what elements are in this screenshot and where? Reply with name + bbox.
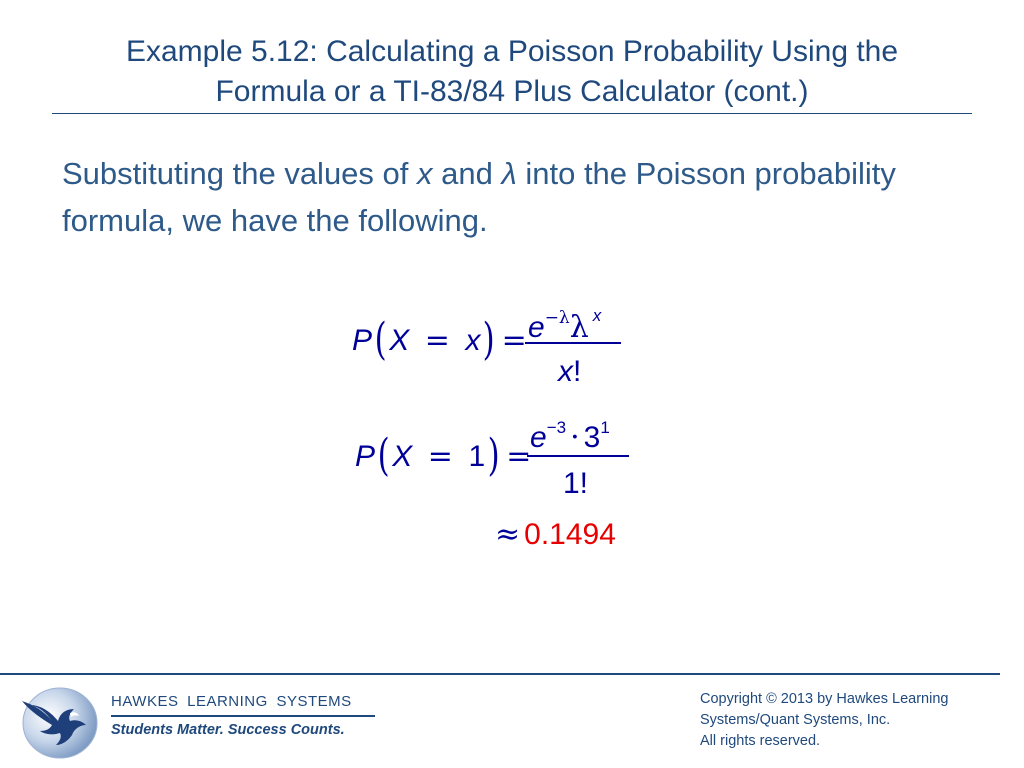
eq1-den-bang: ! [573, 355, 582, 388]
result-line [495, 514, 616, 556]
eq2-X: X [392, 440, 413, 473]
eq2-fraction-bar [527, 455, 629, 457]
eq2-base-exponent: 1 [600, 418, 610, 437]
copyright-line-1: Copyright © 2013 by Hawkes Learning [700, 691, 949, 707]
eq2-dot: · [570, 420, 580, 455]
body-text-part-1: Substituting the values of [62, 156, 418, 191]
slide-title [40, 32, 984, 112]
eq2-left-side [355, 430, 532, 481]
eq1-den-x: x [558, 355, 573, 388]
body-variable-x: x [417, 156, 433, 191]
eq1-denominator [558, 352, 581, 392]
result-value: 0.1494 [524, 518, 616, 551]
eq2-close-paren: ) [487, 430, 500, 481]
brand-underline [111, 715, 375, 717]
eq1-e-exponent: −λ [544, 308, 570, 328]
eq2-base: 3 [583, 421, 601, 454]
eq2-numerator [530, 408, 610, 458]
eq1-lambda: λ [569, 310, 589, 345]
eq1-e: e [528, 311, 545, 344]
body-text-part-2: and [432, 156, 502, 191]
eq2-open-paren: ( [377, 430, 390, 481]
footer-divider [0, 673, 1000, 675]
copyright-notice [700, 689, 1010, 752]
brand-tagline: Students Matter. Success Counts. [111, 722, 345, 738]
body-text-part-3: into the Poisson probability formula, we have the following. [62, 156, 896, 238]
eq2-equals: = [506, 439, 532, 474]
eq1-open-paren: ( [374, 314, 387, 365]
eq1-x: x [465, 324, 481, 357]
eq1-equals: = [501, 323, 527, 358]
eq2-equals-inner: = [427, 439, 453, 474]
title-line-1: Example 5.12: Calculating a Poisson Probability Using the [125, 35, 899, 68]
eq2-den: 1! [563, 467, 589, 500]
eq2-e: e [530, 421, 547, 454]
brand-name: HAWKES LEARNING SYSTEMS [111, 693, 352, 710]
eq1-lambda-exponent: x [592, 306, 602, 325]
eq1-equals-inner: = [424, 323, 450, 358]
eq2-e-exponent: −3 [546, 418, 567, 437]
title-line-2: Formula or a TI-83/84 Plus Calculator (cont.) [215, 75, 809, 108]
approx-symbol: ≈ [495, 517, 521, 552]
body-variable-lambda: λ [501, 156, 517, 191]
body-paragraph [62, 150, 942, 244]
eq1-fraction-bar [525, 342, 621, 344]
eq1-P: P [352, 324, 373, 357]
title-divider [52, 113, 972, 114]
copyright-line-2: Systems/Quant Systems, Inc. [700, 712, 891, 728]
eq1-left-side [352, 314, 527, 365]
eq1-X: X [389, 324, 410, 357]
eagle-logo-icon [16, 683, 100, 761]
eq2-P: P [355, 440, 376, 473]
copyright-line-3: All rights reserved. [700, 733, 821, 749]
eq1-close-paren: ) [483, 314, 496, 365]
eq2-one: 1 [468, 440, 486, 473]
eq1-numerator [528, 296, 601, 348]
eq2-denominator [563, 464, 588, 504]
